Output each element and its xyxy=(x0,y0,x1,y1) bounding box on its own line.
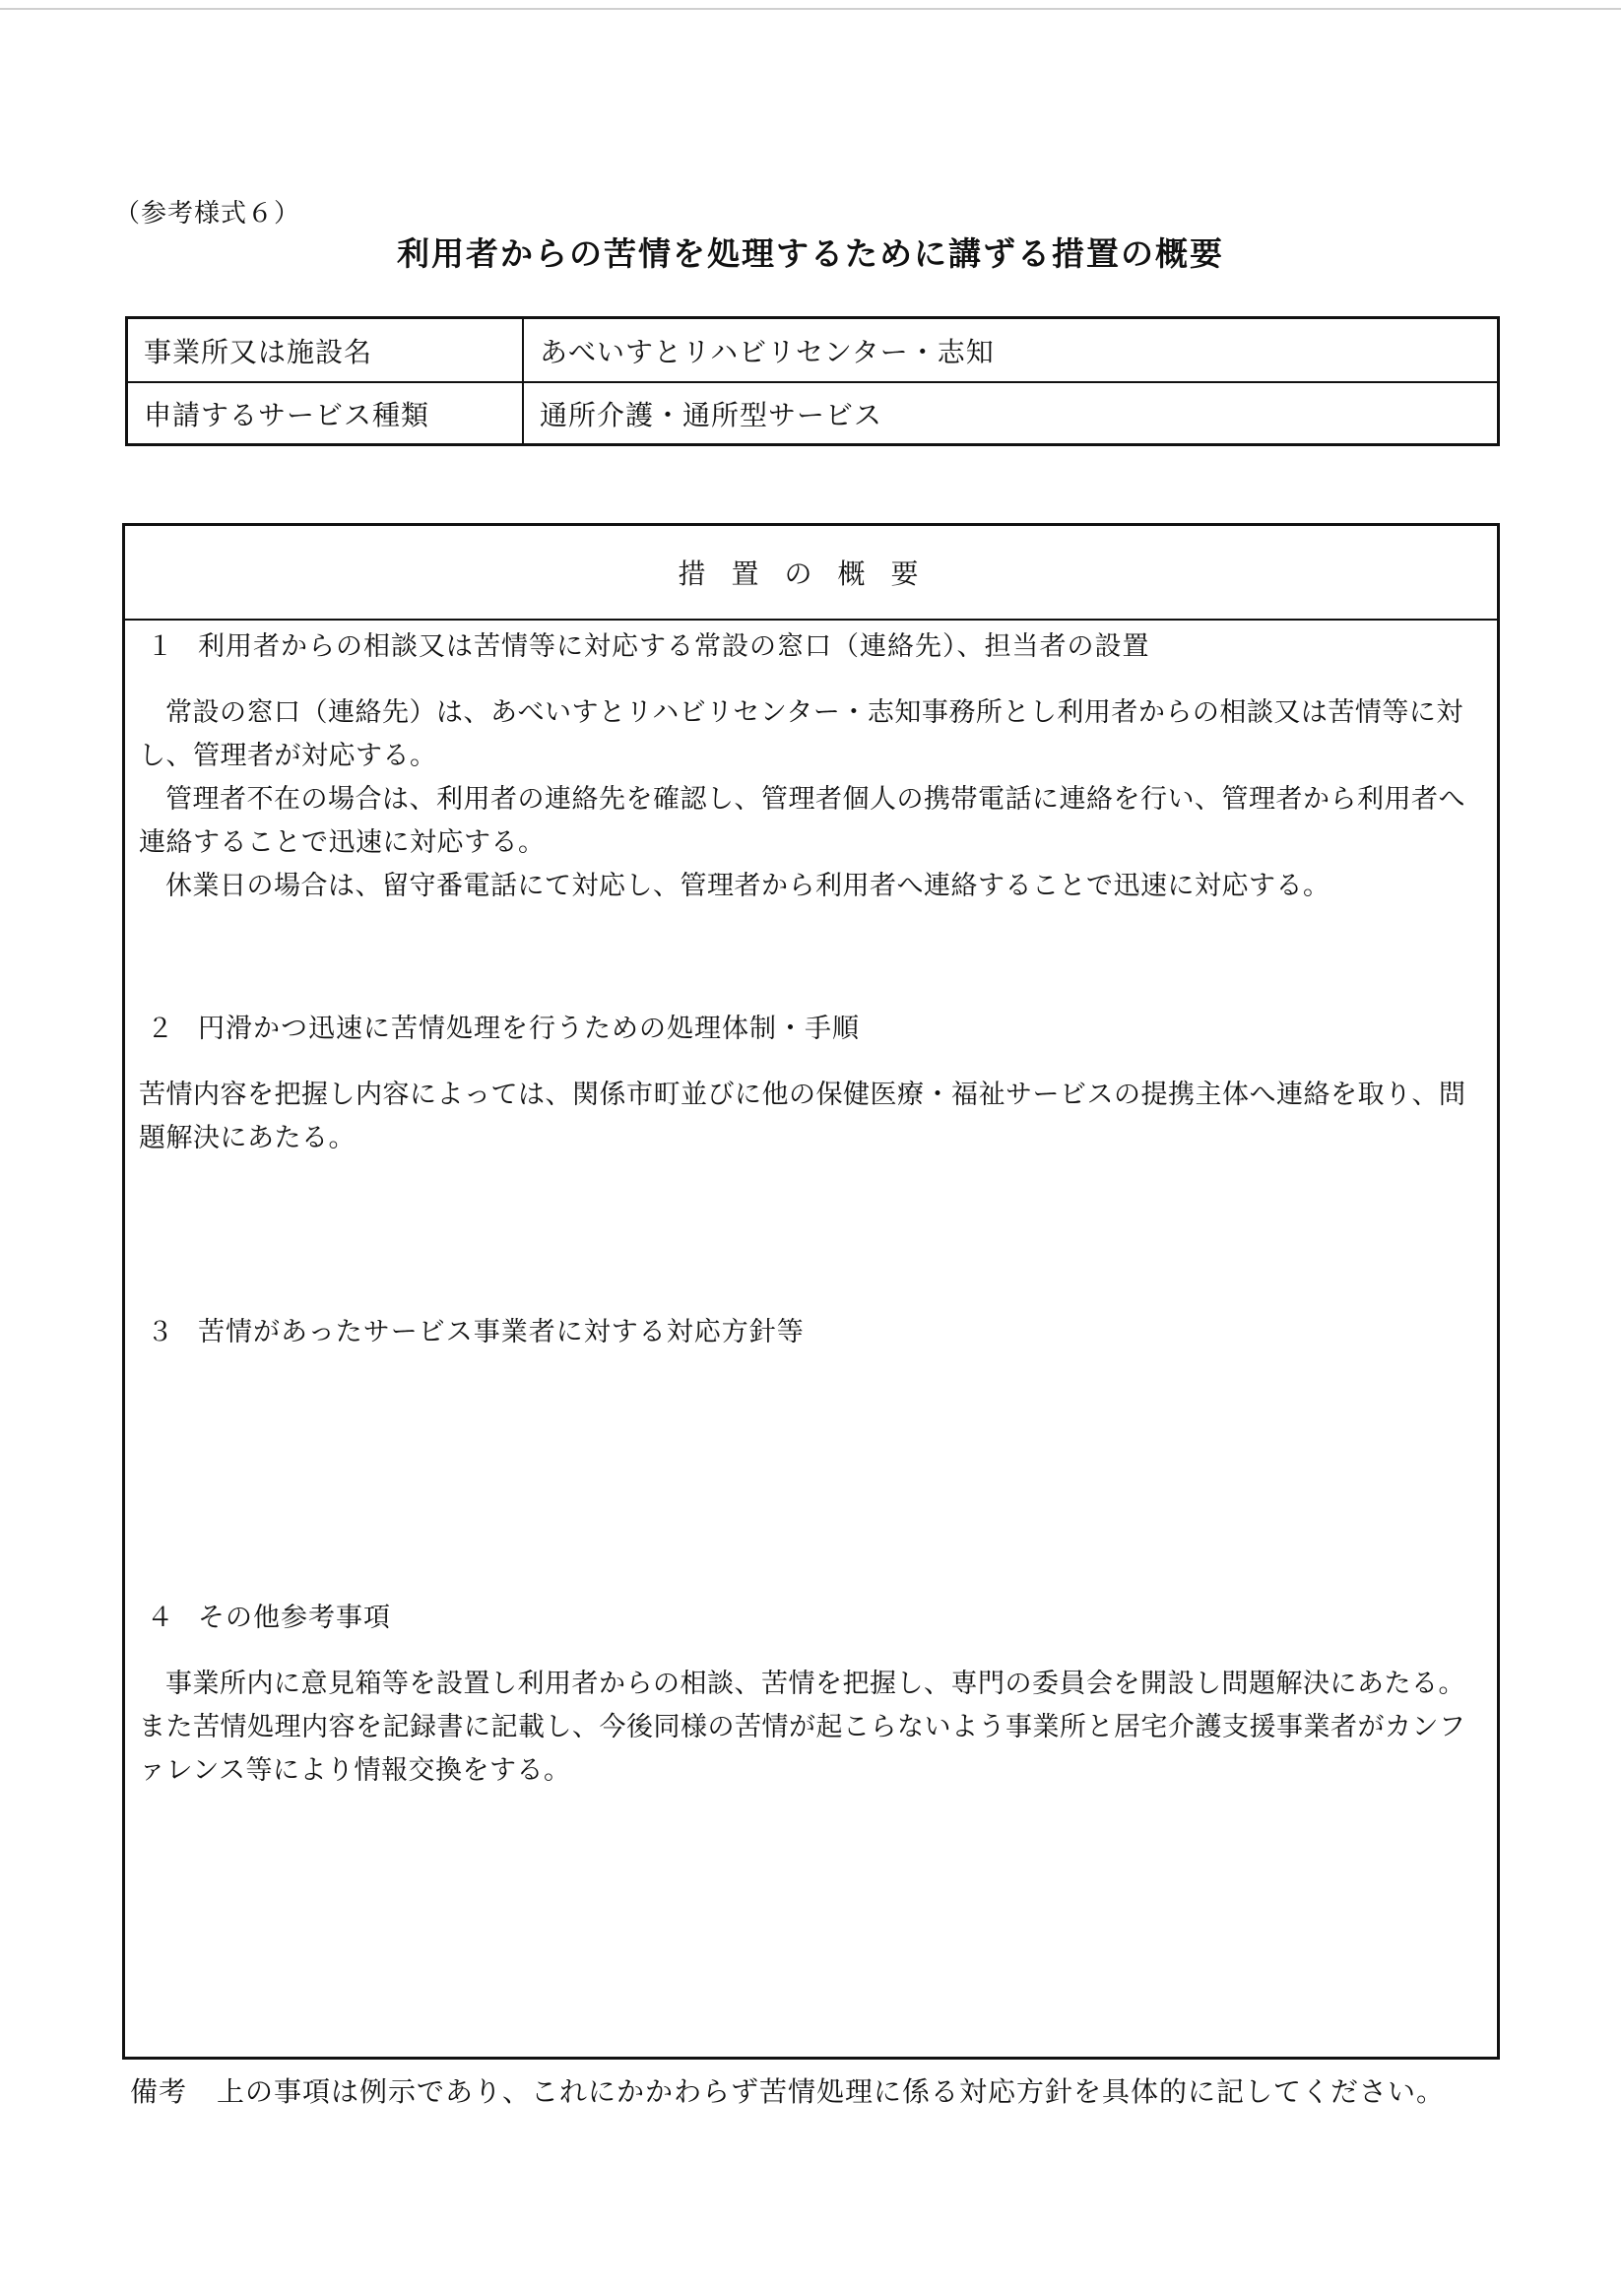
facility-value: あべいすとリハビリセンター・志知 xyxy=(540,335,995,368)
section-1-paragraph: 休業日の場合は、留守番電話にて対応し、管理者から利用者へ連絡することで迅速に対応する。 xyxy=(165,871,1330,901)
facility-info-table xyxy=(125,316,1500,446)
section-4-title xyxy=(147,1596,391,1634)
section-2-paragraph: 苦情内容を把握し内容によっては、関係市町並びに他の保健医療・福祉サービスの提携主体へ連絡を取り、問題解決にあたる。 xyxy=(139,1080,1466,1153)
section-3-title xyxy=(147,1310,805,1348)
section-2-title xyxy=(147,1007,860,1045)
remark-note xyxy=(130,2070,1445,2110)
section-4-number: ４ xyxy=(147,1603,174,1633)
section-1-paragraph: 常設の窓口（連絡先）は、あべいすとリハビリセンター・志知事務所とし利用者からの相談又は苦情等に対し、管理者が対応する。 xyxy=(139,697,1463,771)
service-label: 申請するサービス種類 xyxy=(144,398,430,431)
table-row-facility xyxy=(128,319,1497,383)
section-3-number: ３ xyxy=(147,1317,174,1347)
measures-header: 措置の概要 xyxy=(125,526,1497,621)
section-1-body xyxy=(139,691,1488,908)
facility-label: 事業所又は施設名 xyxy=(144,335,373,368)
remark-label: 備考 xyxy=(130,2075,188,2108)
section-2-heading: 円滑かつ迅速に苦情処理を行うための処理体制・手順 xyxy=(198,1014,860,1044)
service-value: 通所介護・通所型サービス xyxy=(540,398,883,431)
section-4-body xyxy=(139,1663,1488,1793)
form-reference: （参考様式６） xyxy=(114,199,301,229)
document-title: 利用者からの苦情を処理するために講ずる措置の概要 xyxy=(397,234,1224,273)
section-1-paragraph: 管理者不在の場合は、利用者の連絡先を確認し、管理者個人の携帯電話に連絡を行い、管理者から利用者へ連絡することで迅速に対応する。 xyxy=(139,784,1465,858)
section-1-heading: 利用者からの相談又は苦情等に対応する常設の窓口（連絡先）、担当者の設置 xyxy=(198,631,1150,662)
section-1-title xyxy=(147,624,1150,663)
section-1-number: １ xyxy=(147,631,174,662)
scan-edge-line xyxy=(0,8,1621,10)
measures-box xyxy=(122,523,1500,2060)
section-4-paragraph: 事業所内に意見箱等を設置し利用者からの相談、苦情を把握し、専門の委員会を開設し問題解決にあたる。また苦情処理内容を記録書に記載し、今後同様の苦情が起こらないよう事業所と居宅介護支援事業者がカンファレンス等により情報交換をする。 xyxy=(139,1669,1466,1786)
table-row-service xyxy=(128,383,1497,443)
section-2-body xyxy=(139,1074,1488,1160)
remark-text: 上の事項は例示であり、これにかかわらず苦情処理に係る対応方針を具体的に記してください。 xyxy=(217,2075,1446,2108)
section-2-number: ２ xyxy=(147,1014,174,1044)
section-4-heading: その他参考事項 xyxy=(198,1603,391,1633)
section-3-heading: 苦情があったサービス事業者に対する対応方針等 xyxy=(198,1317,805,1347)
